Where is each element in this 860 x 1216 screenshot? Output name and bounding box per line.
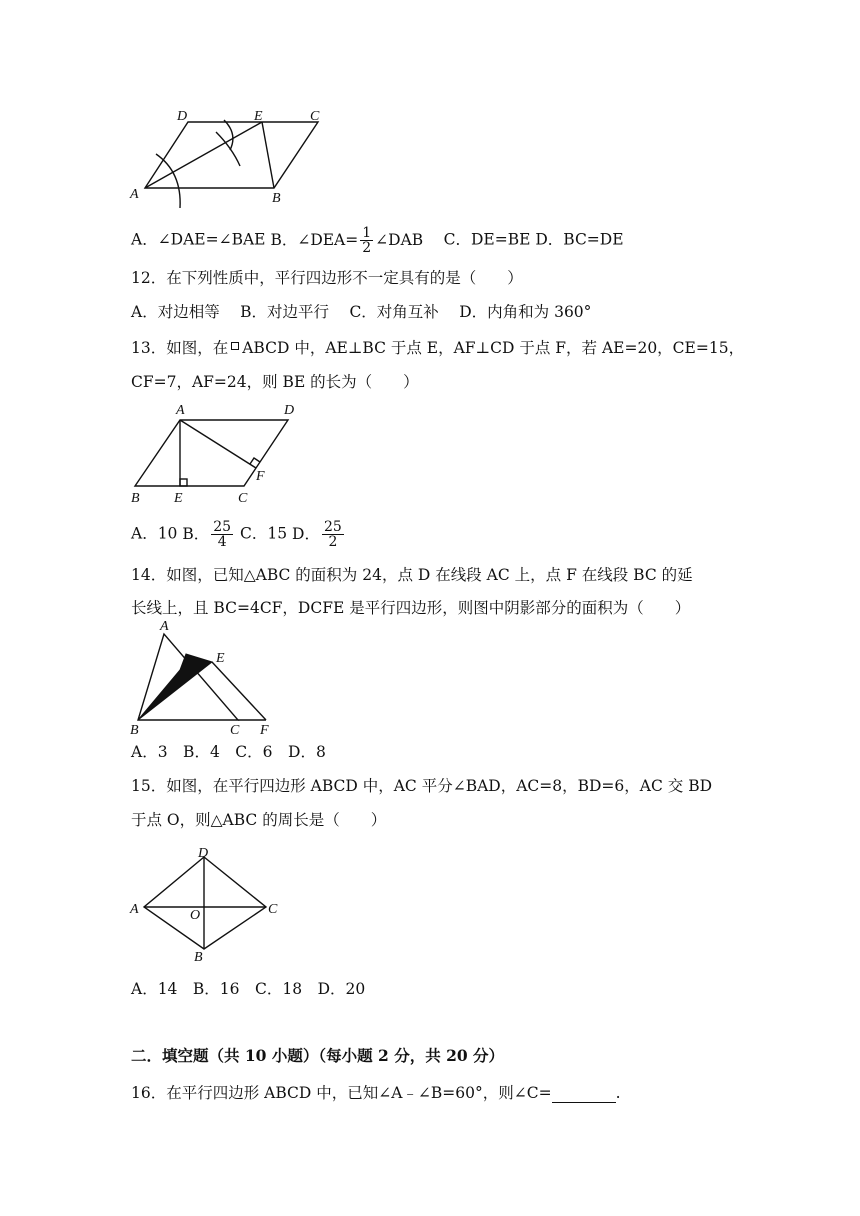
q13-option-b[interactable]: B． $\frac{25}{4}$ (182, 519, 232, 550)
q14-figure (124, 620, 284, 740)
q14-stem-line1: 14．如图，已知△ABC 的面积为 24，点 D 在线段 AC 上，点 F 在线段 BC 的延 (131, 566, 693, 584)
q13-option-a[interactable]: A．10 (131, 524, 178, 543)
q13-stem-line2: CF=7，AF=24，则 BE 的长为（ ） (131, 373, 419, 391)
q13-right-angle-e (180, 479, 187, 486)
q15-label-o: O (190, 908, 201, 923)
q11-option-d[interactable]: D．BC=DE (535, 230, 624, 249)
q12-stem: 12．在下列性质中，平行四边形不一定具有的是（ ） (131, 269, 523, 287)
q15-options: A．14 B．16 C．18 D．20 (131, 980, 366, 998)
q13-option-d[interactable]: D． $\frac{25}{2}$ (292, 519, 342, 550)
q11-label-b: B (272, 191, 281, 206)
q11-option-c[interactable]: C．DE=BE (443, 230, 531, 249)
q13-fraction-b: $\frac{25}{4}$ (213, 519, 232, 550)
q13-label-b: B (131, 491, 140, 506)
q11-fraction: $\frac{1}{2}$ (362, 225, 372, 256)
q11-figure (124, 104, 344, 212)
q15-label-a: A (130, 902, 139, 917)
q14-label-f: F (260, 723, 269, 738)
q13-option-c[interactable]: C．15 (240, 524, 288, 543)
q11-option-a[interactable]: A．∠DAE=∠BAE (131, 230, 266, 249)
q15-label-d: D (198, 846, 209, 861)
q13-label-c: C (238, 491, 248, 506)
q16-answer-blank[interactable] (552, 1086, 616, 1103)
q13-label-a: A (176, 403, 185, 418)
q15-stem-line1: 15．如图，在平行四边形 ABCD 中，AC 平分∠BAD，AC=8，BD=6，AC 交 BD (131, 777, 713, 795)
q15-stem-line2: 于点 O，则△ABC 的周长是（ ） (131, 811, 387, 829)
q14-label-e: E (216, 651, 225, 666)
q15-figure (124, 843, 294, 965)
q11-line-eb (262, 122, 274, 188)
q11-options (131, 226, 624, 255)
q14-label-c: C (230, 723, 240, 738)
q11-label-d: D (177, 109, 188, 124)
q14-label-b: B (130, 723, 139, 738)
q11-label-a: A (130, 187, 139, 202)
q13-label-d: D (284, 403, 295, 418)
q13-options (131, 520, 346, 549)
q13-stem: 13．如图，在 ABCD 中，AE⊥BC 于点 E，AF⊥CD 于点 F，若 AE=20，CE=15， (131, 339, 745, 357)
q14-label-d: D (168, 659, 179, 674)
q11-arc-large (156, 154, 180, 208)
q11-label-e: E (254, 109, 263, 124)
q13-line-af (180, 420, 256, 468)
section2-heading: 二．填空题（共 10 小题）（每小题 2 分，共 20 分） (131, 1046, 505, 1065)
q14-options: A．3 B．4 C．6 D．8 (131, 743, 326, 761)
q16-stem: 16．在平行四边形 ABCD 中，已知∠A﹣∠B=60°，则∠C= . (131, 1084, 621, 1102)
q15-rhombus (144, 857, 266, 949)
q11-label-c: C (310, 109, 320, 124)
q14-line-ef (212, 662, 266, 720)
q13-fraction-d: $\frac{25}{2}$ (323, 519, 342, 550)
q13-label-e: E (174, 491, 183, 506)
q12-options: A．对边相等 B．对边平行 C．对角互补 D．内角和为 360° (131, 303, 592, 321)
q14-stem-line2: 长线上，且 BC=4CF，DCFE 是平行四边形，则图中阴影部分的面积为（ ） (131, 599, 691, 617)
q15-label-c: C (268, 902, 278, 917)
q11-line-ae (145, 122, 262, 188)
q13-parallelogram (135, 420, 288, 486)
q13-figure (124, 400, 304, 508)
q15-label-b: B (194, 950, 203, 965)
q11-option-b[interactable]: B．∠DEA= $\frac{1}{2}$ ∠DAB (270, 225, 424, 256)
q13-label-f: F (256, 469, 265, 484)
parallelogram-symbol-icon (231, 342, 239, 350)
q14-label-a: A (160, 620, 169, 634)
